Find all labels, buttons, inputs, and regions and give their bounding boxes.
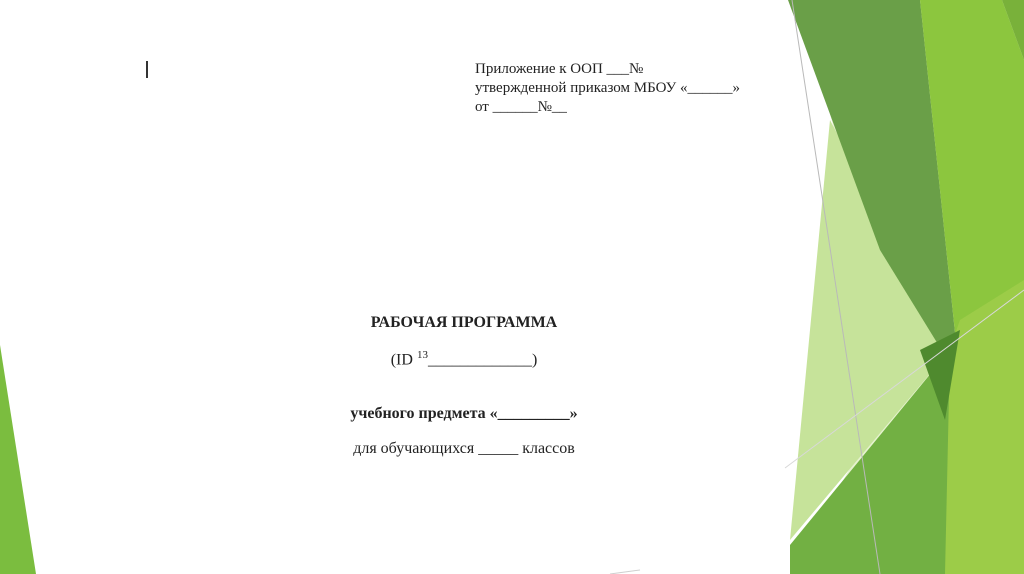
program-title: РАБОЧАЯ ПРОГРАММА bbox=[370, 314, 558, 331]
program-id-footnote: 13 bbox=[416, 349, 428, 361]
appendix-line-3: от ______№__ bbox=[475, 99, 567, 115]
audience-line: для обучающихся _____ классов bbox=[353, 440, 575, 457]
program-id-prefix: (ID bbox=[390, 351, 413, 369]
appendix-header bbox=[475, 60, 740, 117]
left-green-sliver bbox=[0, 345, 36, 574]
appendix-line-2: утвержденной приказом МБОУ «______» bbox=[475, 80, 740, 96]
subject-line: учебного предмета «_________» bbox=[350, 405, 578, 422]
program-id-suffix: _____________) bbox=[427, 351, 538, 369]
thin-bottom-line bbox=[610, 570, 640, 574]
program-id-line bbox=[330, 349, 598, 369]
text-cursor-mark bbox=[146, 61, 148, 78]
appendix-line-1: Приложение к ООП ___№ bbox=[475, 61, 644, 77]
